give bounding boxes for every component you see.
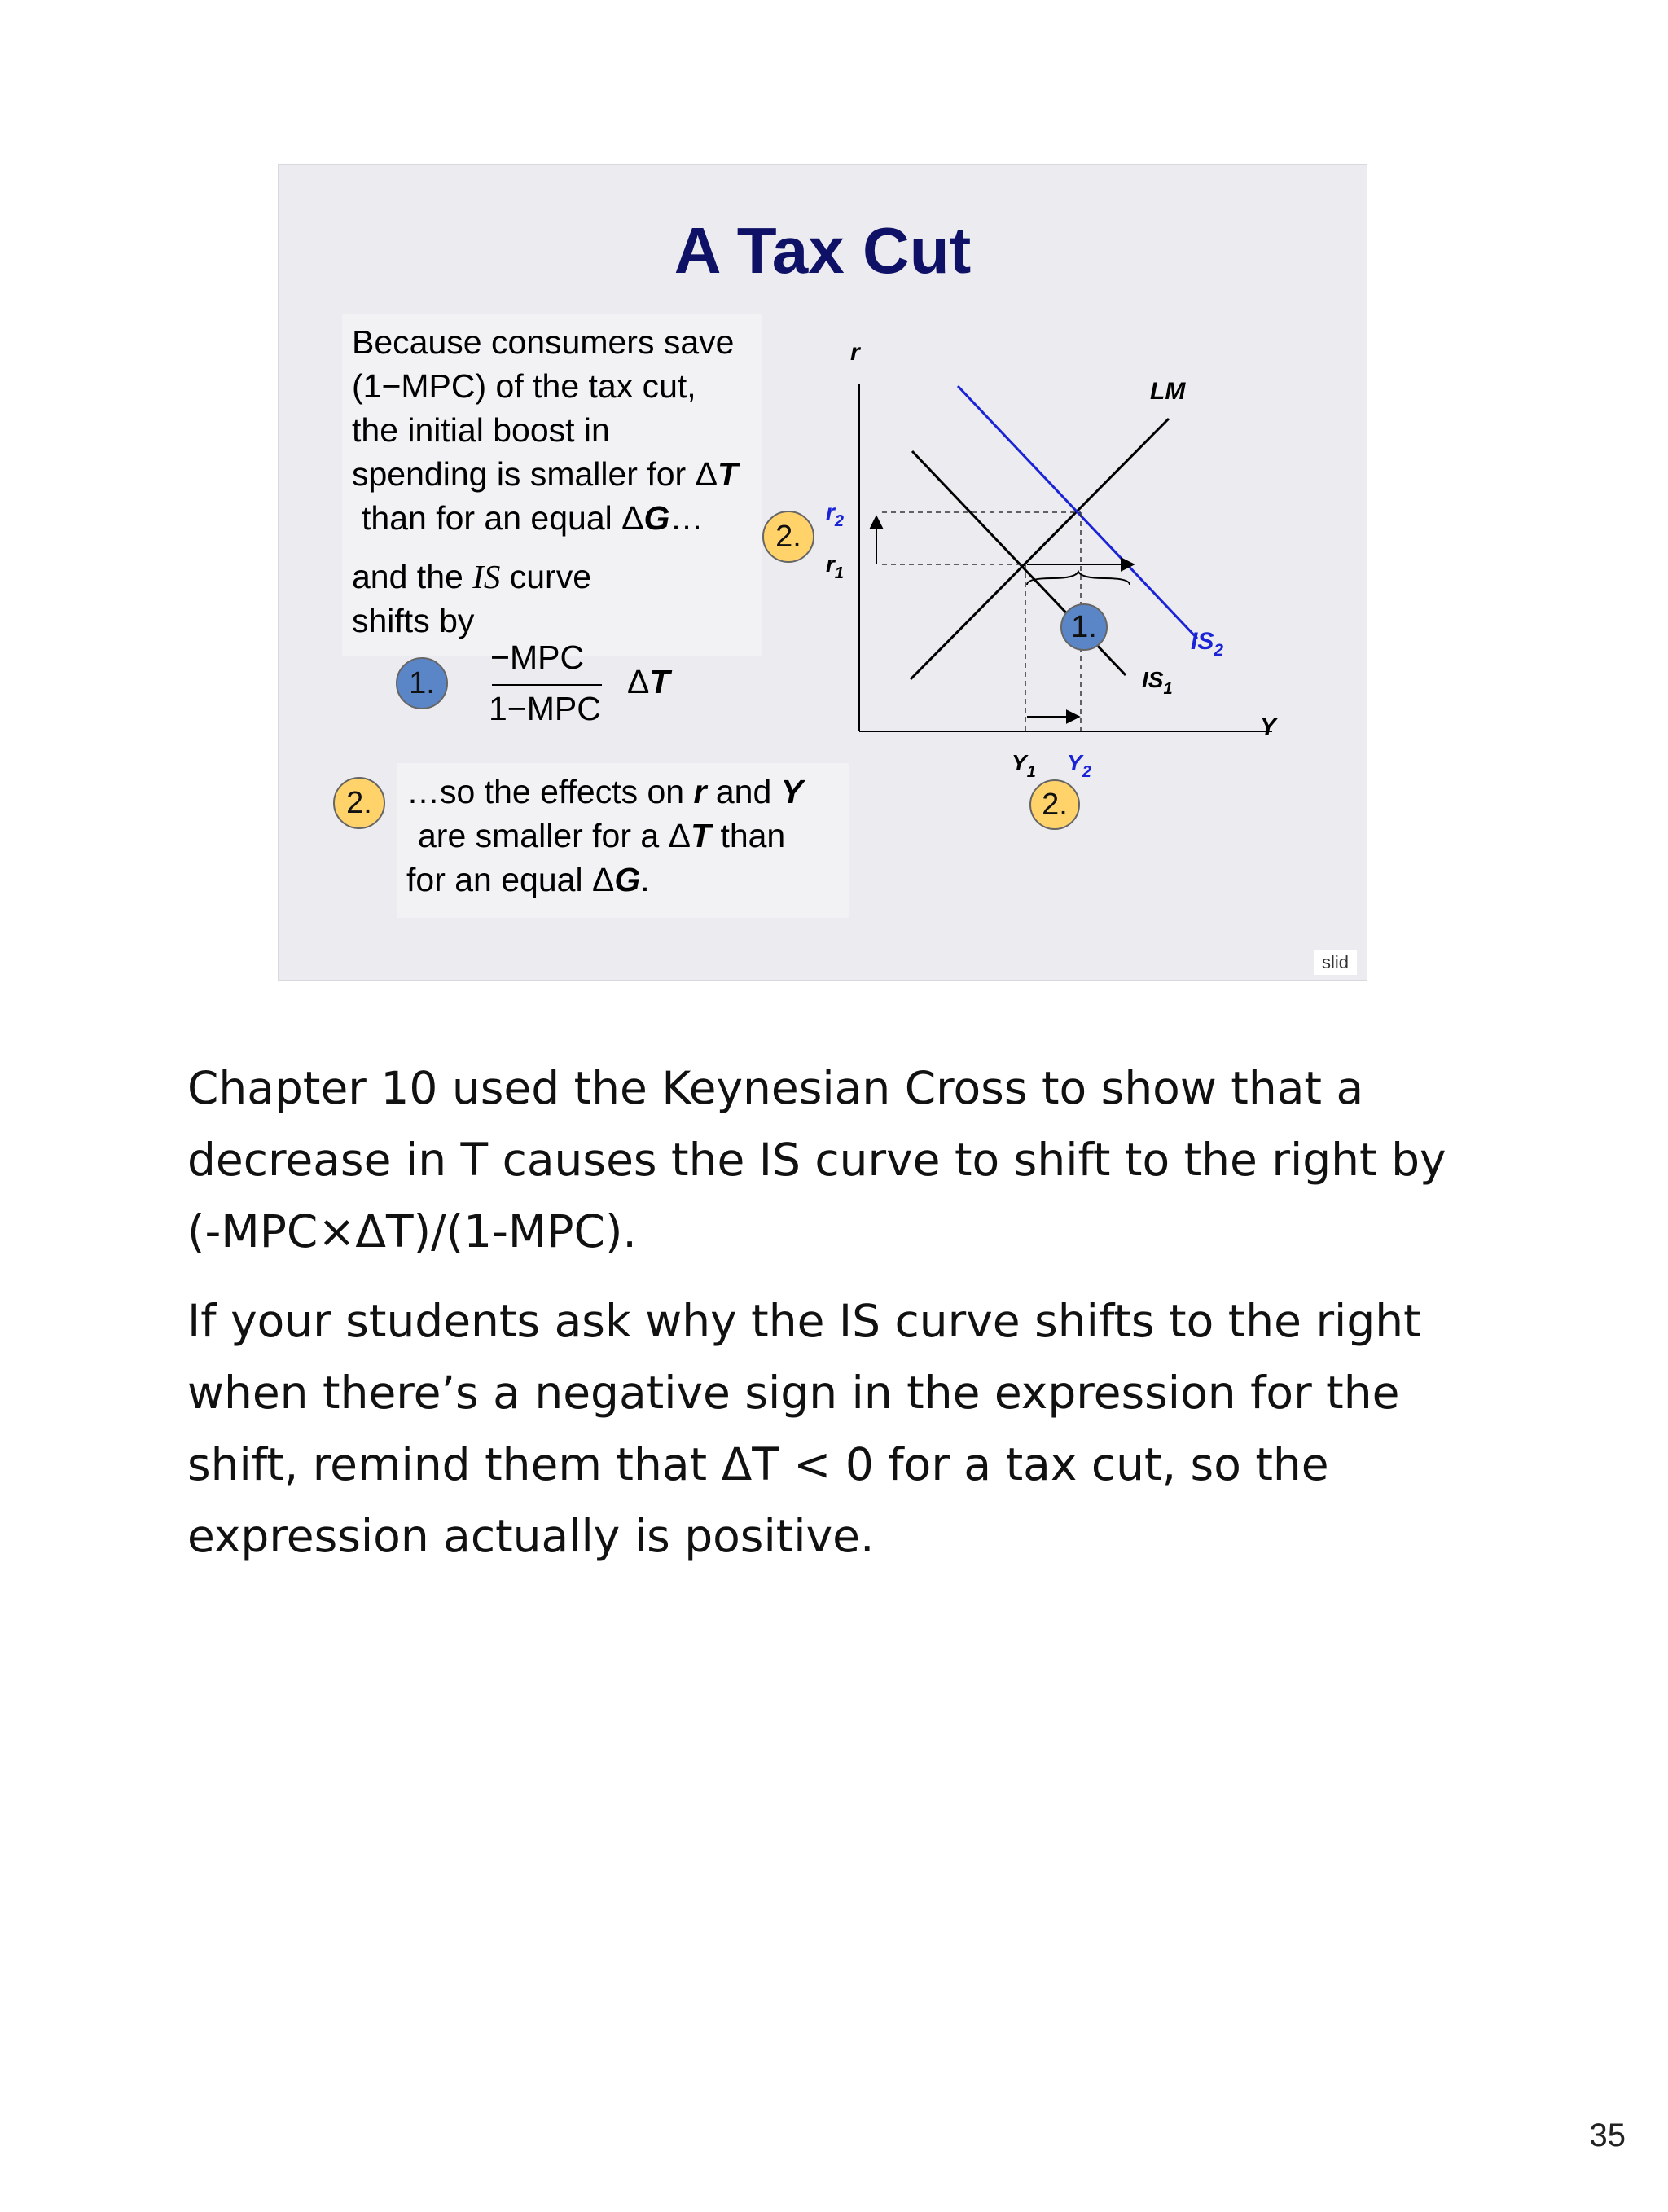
y-axis-label: Y	[1260, 713, 1277, 740]
marker-2-bottom: 2.	[333, 777, 385, 829]
shift-brace	[1027, 572, 1130, 585]
marker-1-left: 1.	[396, 657, 448, 709]
speaker-notes	[187, 1052, 1458, 1590]
lm-label: LM	[1150, 378, 1186, 405]
text-line-3: the initial boost in	[352, 411, 610, 449]
marker-2-r-axis: 2.	[762, 511, 814, 563]
marker-2-y-axis: 2.	[1029, 779, 1080, 830]
lm-curve	[911, 419, 1169, 679]
page-number: 35	[1589, 2118, 1626, 2153]
conclusion-line-3: for an equal ΔG.	[406, 861, 650, 898]
slide-title: A Tax Cut	[674, 214, 972, 287]
y2-label: $Y_2$	[1067, 750, 1091, 781]
notes-paragraph-1: Chapter 10 used the Keynesian Cross to show that a decrease in T causes the IS curve to shift to the right by (-MPC×ΔT)/(1-MPC).	[187, 1062, 1446, 1257]
r1-label: $r_1$	[826, 551, 845, 582]
text-line-1: Because consumers save	[352, 323, 735, 361]
is2-label: $IS_2$	[1191, 628, 1224, 660]
text-line-6: and the IS curve	[352, 558, 591, 595]
multiplier-denominator: 1−MPC	[489, 690, 601, 727]
text-line-5: than for an equal ΔG…	[362, 499, 704, 537]
conclusion-line-2: are smaller for a ΔT than	[418, 817, 786, 854]
text-line-4: spending is smaller for ΔT	[352, 455, 739, 493]
notes-paragraph-2: If your students ask why the IS curve shifts to the right when there’s a negative sign in the expression for the shift, remind them that ΔT < 0 for a tax cut, so the expression actually is positive.	[187, 1295, 1421, 1562]
slide-footer: slid	[1314, 950, 1357, 975]
marker-1-graph: 1.	[1060, 603, 1108, 651]
slide	[278, 164, 1367, 981]
text-line-2: (1−MPC) of the tax cut,	[352, 367, 696, 405]
is1-label: $IS_1$	[1142, 667, 1173, 698]
r-axis-label: r	[850, 339, 860, 366]
y1-label: $Y_1$	[1012, 750, 1036, 781]
conclusion-line-1: …so the effects on r and Y	[406, 773, 804, 810]
multiplier-delta-t: ΔT	[627, 663, 670, 700]
r2-label: $r_2$	[826, 499, 845, 530]
multiplier-numerator: −MPC	[490, 639, 585, 676]
is-lm-graph	[279, 165, 1367, 980]
text-line-7: shifts by	[352, 602, 475, 639]
